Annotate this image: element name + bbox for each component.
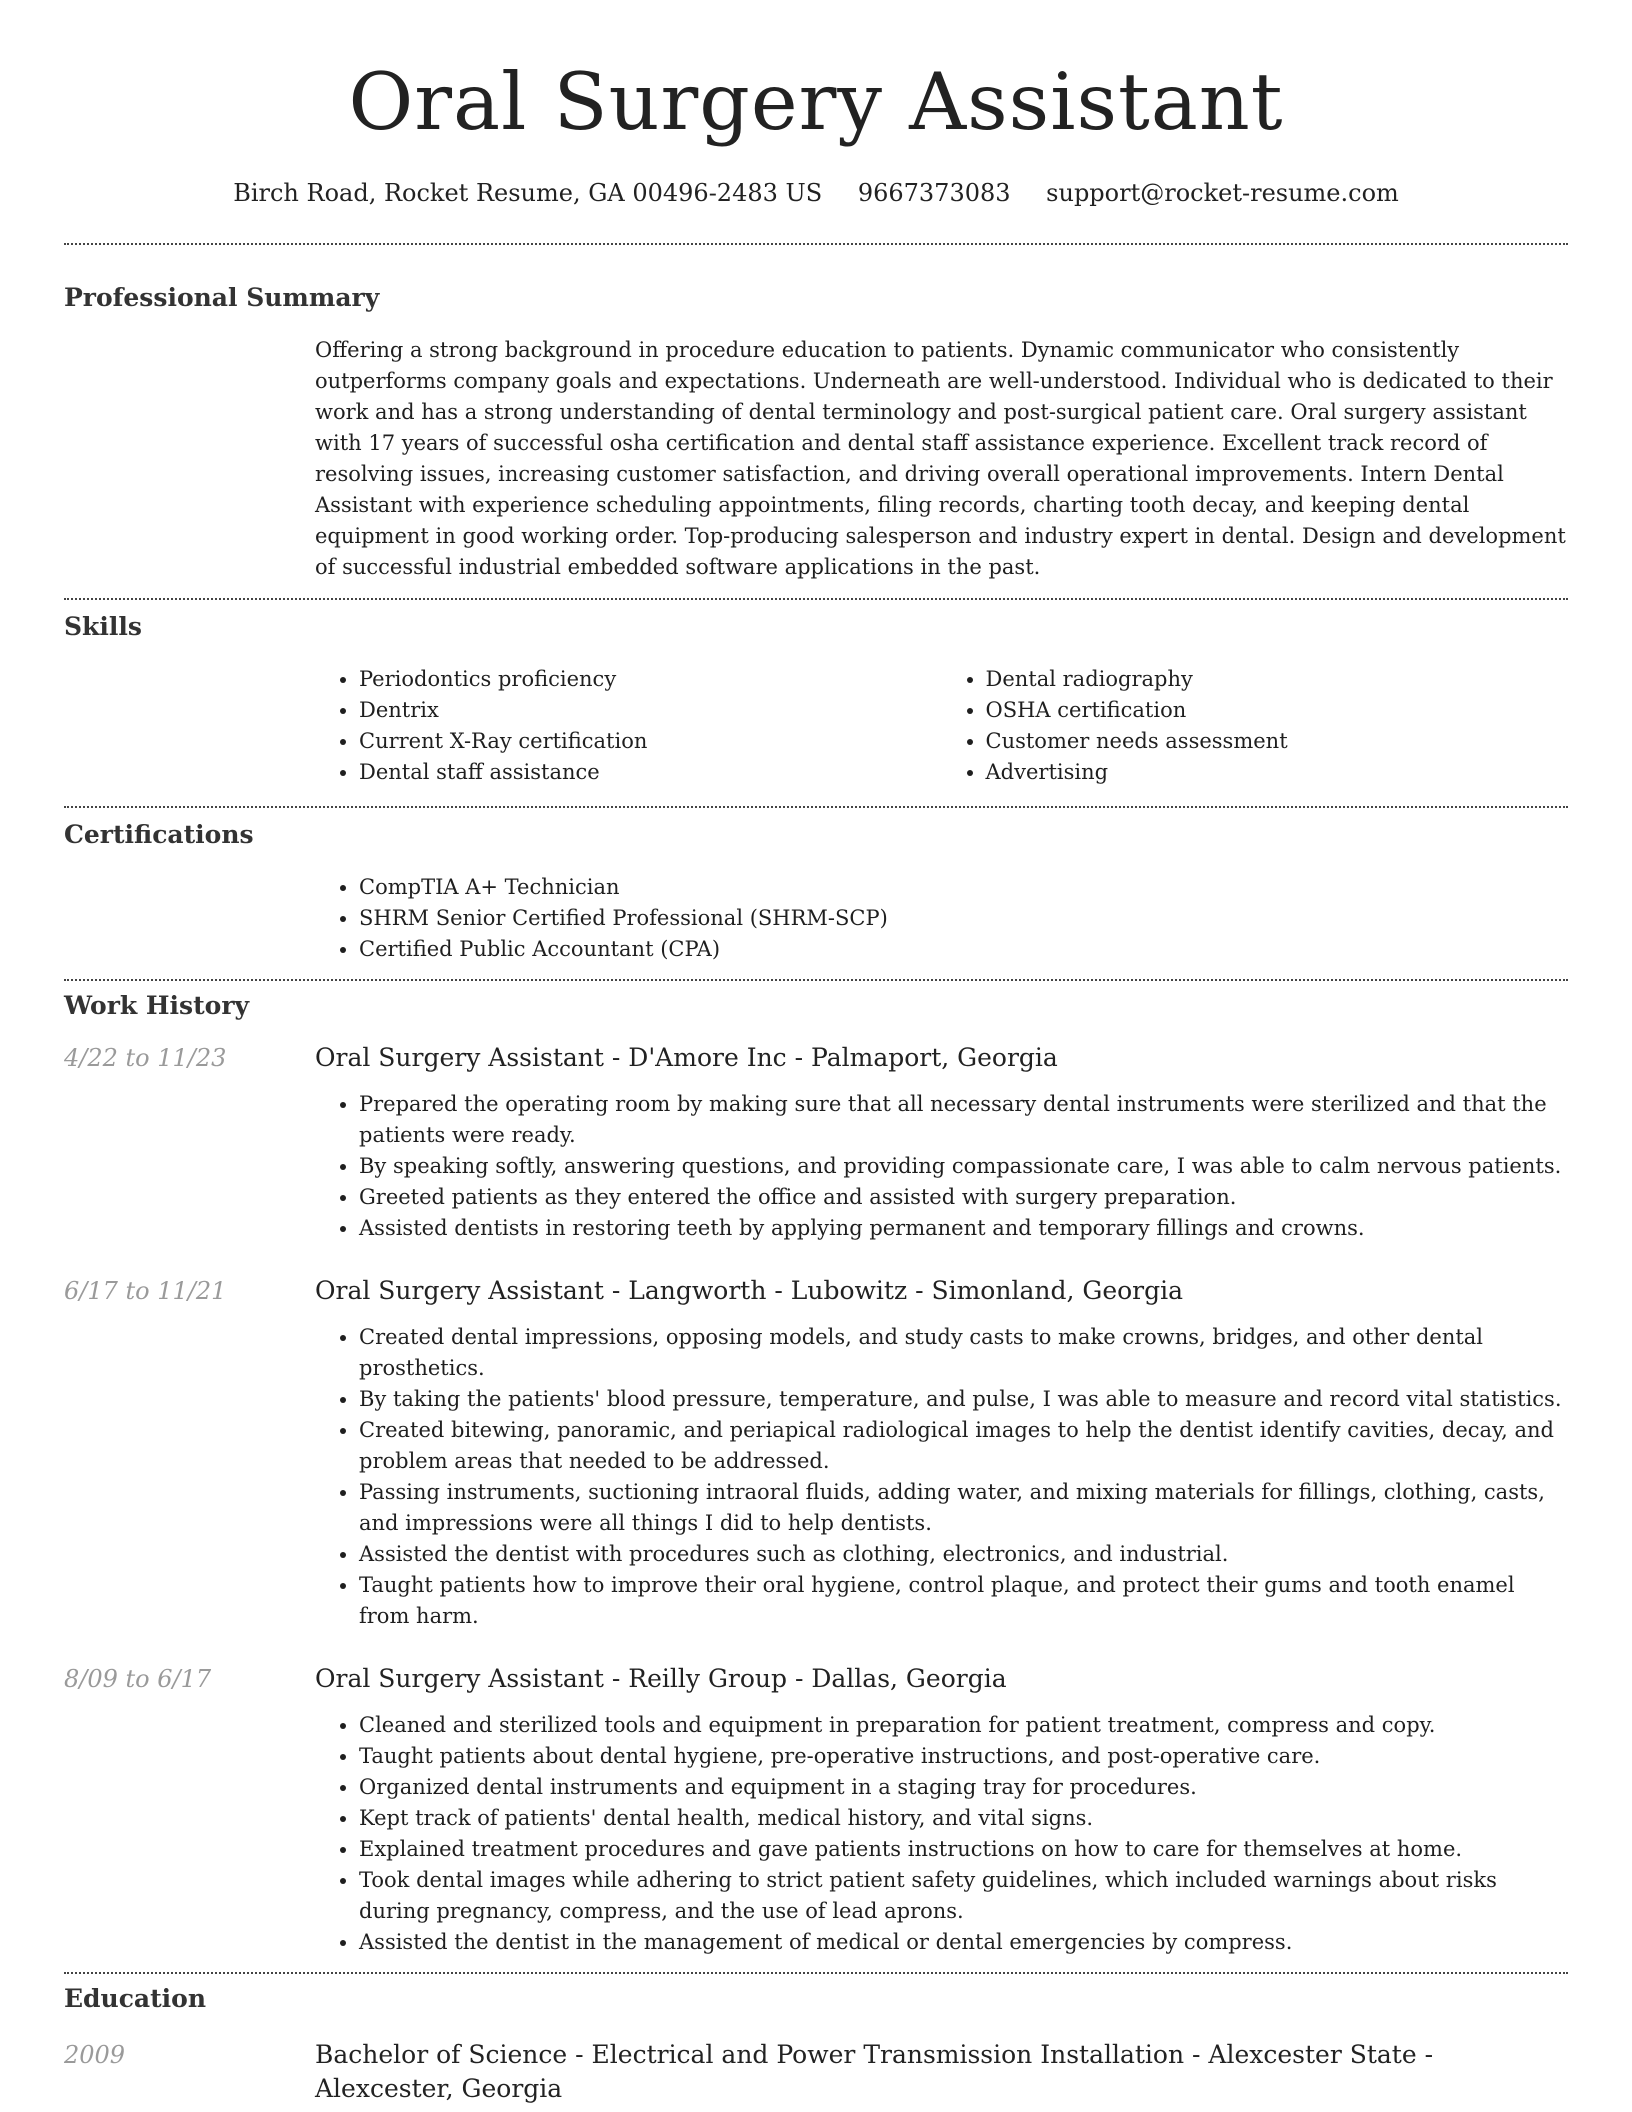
- education-entry: [64, 2038, 1568, 2106]
- section-title-education: Education: [64, 1984, 207, 2013]
- job-bullets: [315, 1322, 1568, 1632]
- job-bullet: • By speaking softly, answering questions, and providing compassionate care, I was able to calm nervous patients.: [359, 1151, 1568, 1182]
- summary-content: [315, 335, 1568, 583]
- job-bullet: • Explained treatment procedures and gave patients instructions on how to care for themselves at home.: [359, 1834, 1568, 1865]
- section-title-work: Work History: [64, 991, 250, 1020]
- job-bullet: • Prepared the operating room by making sure that all necessary dental instruments were sterilized and that the patients were ready.: [359, 1089, 1568, 1151]
- summary-section: [64, 245, 1568, 583]
- job-bullets: [315, 1089, 1568, 1244]
- certifications-list: [315, 872, 1568, 965]
- job-content: [315, 1322, 1568, 1632]
- job-bullet: • Organized dental instruments and equipment in a staging tray for procedures.: [359, 1772, 1568, 1803]
- skill-item: • OSHA certification: [986, 695, 1569, 726]
- education-degree: Bachelor of Science - Electrical and Power Transmission Installation - Alexcester State - Alexcester, Georgia: [315, 2040, 1434, 2103]
- job-bullet: • Created bitewing, panoramic, and periapical radiological images to help the dentist identify cavities, decay, and problem areas that needed to be addressed.: [359, 1415, 1568, 1477]
- job-content: [315, 1710, 1568, 1958]
- job-entry: [64, 1274, 1568, 1632]
- education-list: [64, 2038, 1568, 2106]
- job-bullet: • Kept track of patients' dental health, medical history, and vital signs.: [359, 1803, 1568, 1834]
- job-date: 8/09 to 6/17: [64, 1665, 212, 1693]
- job-bullet: • Created dental impressions, opposing models, and study casts to make crowns, bridges, and other dental prosthetics.: [359, 1322, 1568, 1384]
- job-header: [64, 1041, 1568, 1075]
- skill-item: • Periodontics proficiency: [359, 664, 942, 695]
- job-header: [64, 1662, 1568, 1696]
- job-entry: [64, 1041, 1568, 1244]
- job-bullet: • Cleaned and sterilized tools and equipment in preparation for patient treatment, compress and copy.: [359, 1710, 1568, 1741]
- skill-item: • Current X-Ray certification: [359, 726, 942, 757]
- certification-item: • SHRM Senior Certified Professional (SHRM-SCP): [359, 903, 1568, 934]
- job-entry: [64, 1662, 1568, 1958]
- resume-name: Oral Surgery Assistant: [348, 56, 1284, 148]
- job-header: [64, 1274, 1568, 1308]
- job-title: Oral Surgery Assistant - Langworth - Lubowitz - Simonland, Georgia: [315, 1276, 1184, 1305]
- certifications-content: [315, 872, 1568, 965]
- skill-item: • Dental radiography: [986, 664, 1569, 695]
- contact-phone: 9667373083: [857, 179, 1011, 207]
- section-title-certifications: Certifications: [64, 820, 254, 849]
- job-bullet: • Assisted dentists in restoring teeth by applying permanent and temporary fillings and crowns.: [359, 1213, 1568, 1244]
- education-year: 2009: [64, 2041, 126, 2069]
- certifications-section: [64, 808, 1568, 965]
- summary-text: Offering a strong background in procedure education to patients. Dynamic communicator who consistently outperforms company goals and expectations. Underneath are well-understood. Individual who is dedicated to their work and has a strong understanding of dental terminology and post-surgical patient care. Oral surgery assistant with 17 years of successful osha certification and dental staff assistance experience. Excellent track record of resolving issues, increasing customer satisfaction, and driving overall operational improvements. Intern Dental Assistant with experience scheduling appointments, filing records, charting tooth decay, and keeping dental equipment in good working order. Top-producing salesperson and industry expert in dental. Design and development of successful industrial embedded software applications in the past.: [315, 338, 1566, 579]
- certification-item: • Certified Public Accountant (CPA): [359, 934, 1568, 965]
- jobs-list: [64, 1041, 1568, 1958]
- contact-line: [64, 178, 1568, 208]
- job-bullet: • By taking the patients' blood pressure, temperature, and pulse, I was able to measure and record vital statistics.: [359, 1384, 1568, 1415]
- skill-item: • Advertising: [986, 757, 1569, 788]
- job-bullet: • Taught patients how to improve their oral hygiene, control plaque, and protect their gums and tooth enamel from harm.: [359, 1570, 1568, 1632]
- job-bullet: • Assisted the dentist with procedures such as clothing, electronics, and industrial.: [359, 1539, 1568, 1570]
- job-title: Oral Surgery Assistant - Reilly Group - Dallas, Georgia: [315, 1664, 1007, 1693]
- certification-item: • CompTIA A+ Technician: [359, 872, 1568, 903]
- section-title-skills: Skills: [64, 612, 142, 641]
- job-bullet: • Assisted the dentist in the management of medical or dental emergencies by compress.: [359, 1927, 1568, 1958]
- work-section: [64, 981, 1568, 1958]
- section-title-summary: Professional Summary: [64, 283, 380, 312]
- job-bullet: • Greeted patients as they entered the office and assisted with surgery preparation.: [359, 1182, 1568, 1213]
- skills-list-right: [942, 664, 1569, 788]
- job-date: 6/17 to 11/21: [64, 1277, 227, 1305]
- job-content: [315, 1089, 1568, 1244]
- skill-item: • Dentrix: [359, 695, 942, 726]
- job-bullet: • Took dental images while adhering to strict patient safety guidelines, which included warnings about risks during pregnancy, compress, and the use of lead aprons.: [359, 1865, 1568, 1927]
- job-bullet: • Taught patients about dental hygiene, pre-operative instructions, and post-operative care.: [359, 1741, 1568, 1772]
- job-bullet: • Passing instruments, suctioning intraoral fluids, adding water, and mixing materials for fillings, clothing, casts, and impressions were all things I did to help dentists.: [359, 1477, 1568, 1539]
- skill-item: • Customer needs assessment: [986, 726, 1569, 757]
- contact-address: Birch Road, Rocket Resume, GA 00496-2483 US: [233, 179, 823, 207]
- education-section: [64, 1974, 1568, 2106]
- skills-grid: [315, 664, 1568, 788]
- contact-email: support@rocket-resume.com: [1046, 179, 1399, 207]
- skills-list-left: [315, 664, 942, 788]
- job-bullets: [315, 1710, 1568, 1958]
- job-date: 4/22 to 11/23: [64, 1044, 227, 1072]
- skill-item: • Dental staff assistance: [359, 757, 942, 788]
- job-title: Oral Surgery Assistant - D'Amore Inc - Palmaport, Georgia: [315, 1043, 1058, 1072]
- skills-section: [64, 600, 1568, 788]
